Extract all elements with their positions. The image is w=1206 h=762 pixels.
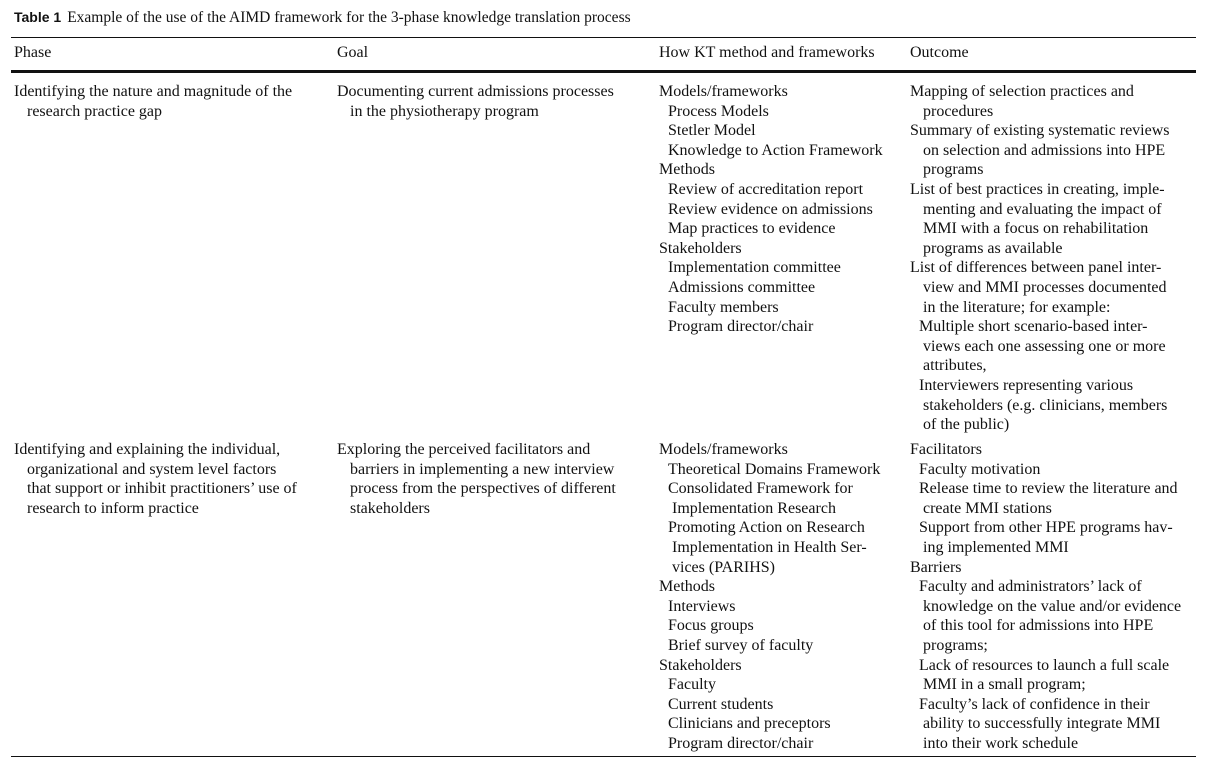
row1-goal-cell <box>337 82 614 121</box>
cell-line: into their work schedule <box>923 734 1079 752</box>
cell-line: Exploring the perceived facilitators and <box>337 441 591 458</box>
cell-line: attributes, <box>923 357 987 375</box>
cell-line: Methods <box>659 161 715 179</box>
cell-line: Brief survey of faculty <box>668 636 814 654</box>
cell-line: Program director/chair <box>668 734 814 752</box>
row2-how-cell <box>659 440 880 754</box>
cell-line: Models/frameworks <box>659 83 788 100</box>
cell-line: research to inform practice <box>27 499 199 517</box>
cell-line: Mapping of selection practices and <box>910 83 1134 100</box>
table-title: Example of the use of the AIMD framework for the 3-phase knowledge translation process <box>67 9 631 26</box>
cell-line: procedures <box>923 102 994 120</box>
cell-line: Models/frameworks <box>659 441 788 458</box>
cell-line: process from the perspectives of different <box>350 480 616 498</box>
cell-line: Stakeholders <box>659 656 742 674</box>
cell-line: Review evidence on admissions <box>668 200 873 218</box>
cell-line: stakeholders <box>350 499 430 517</box>
cell-line: Multiple short scenario-based inter- <box>919 318 1148 336</box>
cell-line: MMI with a focus on rehabilitation <box>923 220 1149 238</box>
header-goal: Goal <box>337 44 369 61</box>
cell-line: research practice gap <box>27 102 163 120</box>
cell-line: Review of accreditation report <box>668 180 864 198</box>
cell-line: Implementation committee <box>668 259 841 277</box>
cell-line: Current students <box>668 695 774 713</box>
cell-line: Identifying the nature and magnitude of the <box>14 83 293 100</box>
header-outcome: Outcome <box>910 44 969 61</box>
cell-line: Process Models <box>668 102 769 120</box>
cell-line: knowledge on the value and/or evidence <box>923 597 1182 615</box>
cell-line: Faculty members <box>668 298 779 316</box>
cell-line: Methods <box>659 578 715 596</box>
cell-line: Summary of existing systematic reviews <box>910 122 1170 140</box>
cell-line: Facilitators <box>910 441 982 458</box>
cell-line: Support from other HPE programs hav- <box>919 519 1173 537</box>
cell-line: stakeholders (e.g. clinicians, members <box>923 396 1168 414</box>
cell-line: Interviews <box>668 597 736 615</box>
cell-line: Program director/chair <box>668 318 814 336</box>
row2-goal-cell <box>337 440 616 518</box>
cell-line: view and MMI processes documented <box>923 278 1167 296</box>
cell-line: programs as available <box>923 239 1063 257</box>
cell-line: Theoretical Domains Framework <box>668 460 881 478</box>
cell-line: in the physiotherapy program <box>350 102 539 120</box>
cell-line: that support or inhibit practitioners’ use of <box>27 480 297 498</box>
cell-line: Interviewers representing various <box>919 376 1134 394</box>
cell-line: Faculty motivation <box>919 460 1041 478</box>
cell-line: menting and evaluating the impact of <box>923 200 1162 218</box>
cell-line: views each one assessing one or more <box>923 337 1166 355</box>
cell-line: Faculty <box>668 676 716 694</box>
cell-line: List of differences between panel inter- <box>910 259 1162 277</box>
cell-line: programs; <box>923 636 988 654</box>
cell-line: Documenting current admissions processes <box>337 83 614 100</box>
cell-line: programs <box>923 161 984 179</box>
cell-line: vices (PARIHS) <box>672 558 775 576</box>
cell-line: Faculty’s lack of confidence in their <box>919 695 1150 713</box>
cell-line: Stakeholders <box>659 239 742 257</box>
bottom-rule <box>11 756 1196 757</box>
cell-line: create MMI stations <box>923 499 1052 517</box>
cell-line: in the literature; for example: <box>923 298 1111 316</box>
cell-line: Admissions committee <box>668 278 816 296</box>
cell-line: Stetler Model <box>668 122 756 140</box>
cell-line: Map practices to evidence <box>668 220 836 238</box>
cell-line: ing implemented MMI <box>923 538 1069 556</box>
table-caption <box>14 7 631 28</box>
header-how: How KT method and frameworks <box>659 44 875 61</box>
cell-line: Clinicians and preceptors <box>668 715 831 733</box>
cell-line: Barriers <box>910 558 962 576</box>
top-rule <box>11 37 1196 38</box>
cell-line: Promoting Action on Research <box>668 519 865 537</box>
cell-line: of the public) <box>923 416 1010 434</box>
header-phase: Phase <box>14 44 52 61</box>
cell-line: Implementation in Health Ser- <box>672 538 867 556</box>
cell-line: Focus groups <box>668 617 754 635</box>
header-rule <box>11 70 1196 73</box>
cell-line: Knowledge to Action Framework <box>668 141 883 159</box>
cell-line: Release time to review the literature and <box>919 480 1178 498</box>
cell-line: MMI in a small program; <box>923 676 1086 694</box>
cell-line: List of best practices in creating, imple- <box>910 180 1165 198</box>
row1-phase-cell <box>14 82 292 121</box>
cell-line: barriers in implementing a new interview <box>350 460 615 478</box>
row1-how-cell <box>659 82 883 337</box>
cell-line: Lack of resources to launch a full scale <box>919 656 1170 674</box>
row1-outcome-cell <box>910 82 1170 435</box>
row2-outcome-cell <box>910 440 1181 754</box>
row2-phase-cell <box>14 440 297 518</box>
cell-line: on selection and admissions into HPE <box>923 141 1166 159</box>
cell-line: ability to successfully integrate MMI <box>923 715 1161 733</box>
cell-line: of this tool for admissions into HPE <box>923 617 1154 635</box>
cell-line: Faculty and administrators’ lack of <box>919 578 1142 596</box>
cell-line: organizational and system level factors <box>27 460 277 478</box>
cell-line: Consolidated Framework for <box>668 480 853 498</box>
cell-line: Identifying and explaining the individual, <box>14 441 281 458</box>
table-label: Table 1 <box>14 9 62 25</box>
cell-line: Implementation Research <box>672 499 836 517</box>
